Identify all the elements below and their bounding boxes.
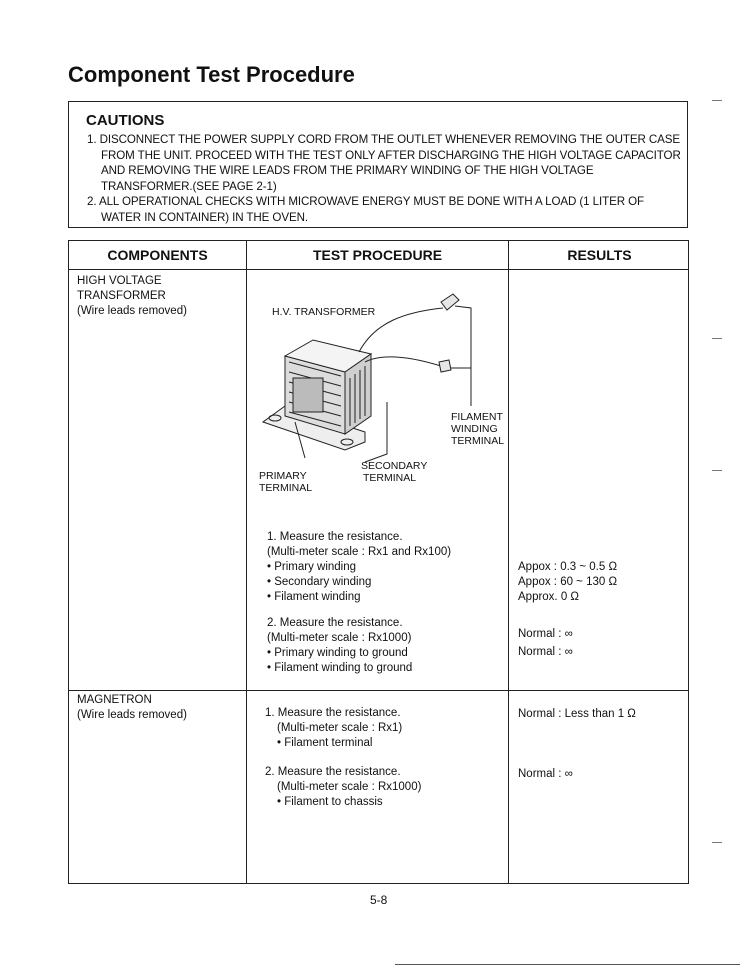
label-line: TERMINAL [259,482,313,494]
component-note: (Wire leads removed) [77,305,187,317]
header-components: COMPONENTS [107,247,208,263]
cautions-list [73,132,681,225]
step-scale: (Multi-meter scale : Rx1000) [277,781,422,793]
column-divider [246,241,247,883]
header-results: RESULTS [567,247,632,263]
step-bullet: • Primary winding [267,561,357,573]
label-filament-terminal [451,411,504,447]
magnetron-result-1: Normal : Less than 1 Ω [518,708,636,720]
label-line: TERMINAL [363,472,417,484]
step-bullet: • Filament to chassis [277,796,383,808]
header-divider [69,269,688,270]
magnetron-step-1 [265,706,402,751]
hv-results-1 [518,560,617,605]
step-bullet: • Primary winding to ground [267,647,408,659]
label-line: WINDING [451,423,498,435]
step-title: 2. Measure the resistance. [267,617,403,629]
result-value: Appox : 0.3 ~ 0.5 Ω [518,561,618,573]
label-line: SECONDARY [361,460,428,472]
step-bullet: • Filament winding to ground [267,662,413,674]
page-number: 5-8 [370,893,388,907]
hv-step-2 [267,616,412,676]
step-bullet: • Filament terminal [277,737,373,749]
header-test-procedure: TEST PROCEDURE [312,247,443,263]
column-divider [508,241,509,883]
result-value: Approx. 0 Ω [518,591,580,603]
step-scale: (Multi-meter scale : Rx1) [277,722,403,734]
step-title: 1. Measure the resistance. [267,531,403,543]
step-bullet: • Secondary winding [267,576,372,588]
margin-mark [712,338,722,339]
caution-item: 2. ALL OPERATIONAL CHECKS WITH MICROWAVE ENERGY MUST BE DONE WITH A LOAD (1 LITER OF WATER IN CONTAINER) IN THE OVEN. [87,195,645,224]
row-divider [69,690,688,691]
component-hv-transformer [77,274,237,319]
step-title: 2. Measure the resistance. [265,766,401,778]
label-line: FILAMENT [451,411,503,423]
margin-mark [712,470,722,471]
result-value: Appox : 60 ~ 130 Ω [518,576,618,588]
label-primary-terminal [259,470,312,494]
magnetron-step-2 [265,765,421,810]
cautions-box [68,101,688,228]
label-line: PRIMARY [259,470,307,482]
component-name: MAGNETRON [77,694,152,706]
caution-item: 1. DISCONNECT THE POWER SUPPLY CORD FROM THE OUTLET WHENEVER REMOVING THE OUTER CASE FROM THE UNIT. PROCEED WITH THE TEST ONLY AFTER DISCHARGING THE HIGH VOLTAGE CAPACITOR AND REMOVING THE WIRE LEADS FROM THE PRIMARY WINDING OF THE HIGH VOLTAGE TRANSFORMER.(SEE PAGE 2-1) [87,133,681,193]
component-name: HIGH VOLTAGE TRANSFORMER [77,275,166,302]
cautions-heading: CAUTIONS [86,112,165,129]
label-line: TERMINAL [451,435,505,447]
step-scale: (Multi-meter scale : Rx1 and Rx100) [267,546,452,558]
page-title: Component Test Procedure [68,62,355,87]
step-title: 1. Measure the resistance. [265,707,401,719]
step-scale: (Multi-meter scale : Rx1000) [267,632,412,644]
result-value: Normal : ∞ [518,646,573,658]
component-magnetron [77,693,237,723]
hv-step-1 [267,530,451,605]
label-secondary-terminal [361,460,427,484]
margin-mark [712,100,722,101]
margin-mark [712,842,722,843]
magnetron-result-2: Normal : ∞ [518,768,573,780]
hv-transformer-diagram [255,282,507,497]
label-hv-transformer: H.V. TRANSFORMER [272,306,376,318]
footer-rule [395,964,740,965]
component-note: (Wire leads removed) [77,709,187,721]
result-value: Normal : ∞ [518,628,573,640]
step-bullet: • Filament winding [267,591,361,603]
hv-results-2 [518,627,573,660]
